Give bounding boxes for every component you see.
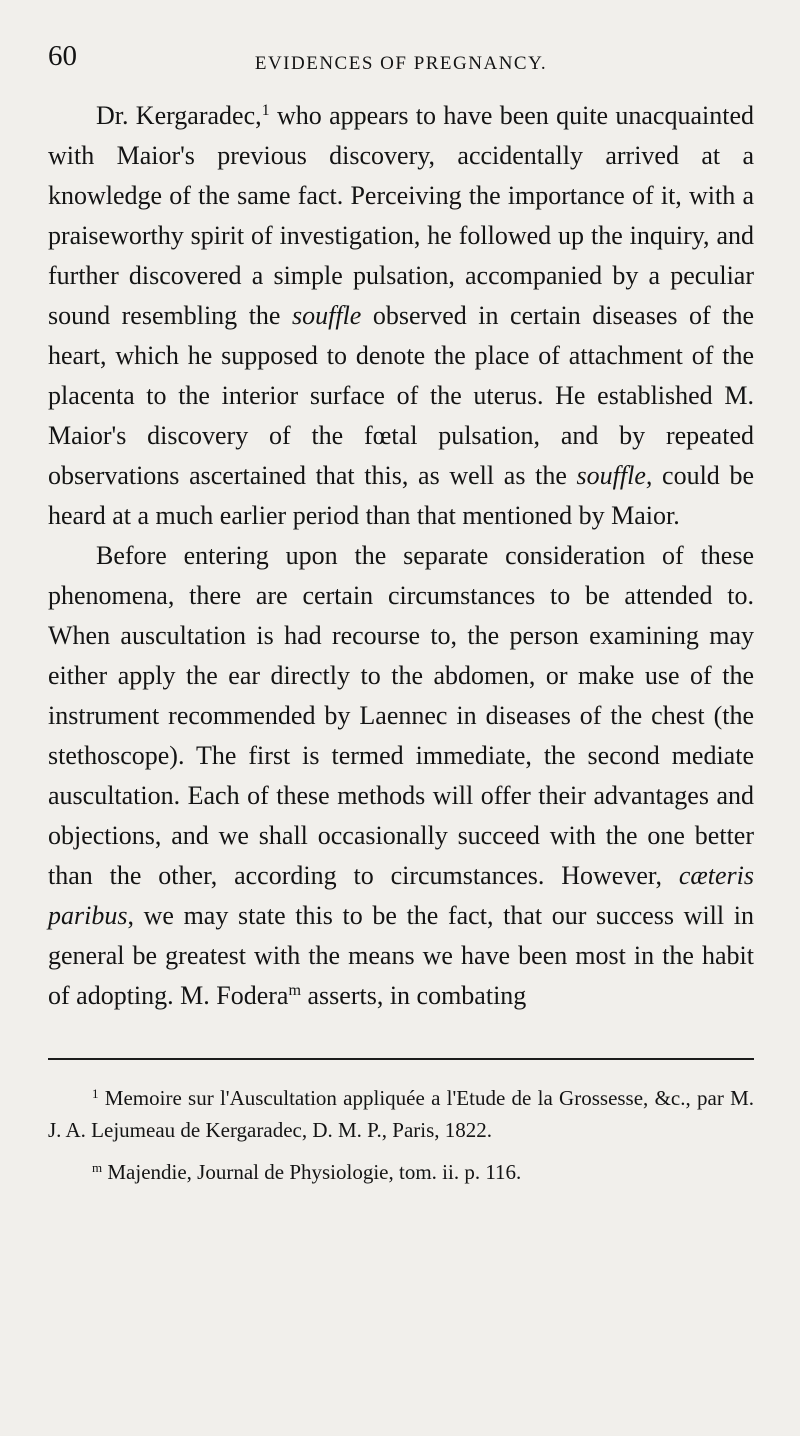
- body-text: [48, 96, 754, 1016]
- paragraph: [48, 536, 754, 1016]
- page-header: [48, 36, 754, 96]
- page-number: 60: [48, 40, 77, 72]
- footnotes: [48, 1082, 754, 1188]
- footnote-ref: m: [288, 982, 301, 1000]
- text-segment: who appears to have been quite unacquainted with Maior's previous discovery, accidentally arrived at a knowledge of the same fact. Perceiving the importance of it, with a praiseworthy spirit of investigation, he followed up the inquiry, and further discovered a simple pulsation, accompanied by a peculiar sound resembling the: [48, 101, 755, 330]
- paragraph: [48, 96, 754, 536]
- text-segment: Dr. Kergaradec,: [96, 101, 262, 130]
- footnote-ref: 1: [261, 102, 270, 120]
- italic-term: souffle: [292, 301, 362, 330]
- footnote-rule: [48, 1058, 754, 1060]
- text-segment: observed in certain diseases of the heart, which he supposed to denote the place of attachment of the placenta to the interior surface of the uterus. He established M. Maior's discovery of the fœtal pulsation, and by repeated observations ascertained that this, as well as the: [48, 301, 754, 490]
- footnote-marker: 1: [92, 1085, 99, 1101]
- running-title: EVIDENCES OF PREGNANCY.: [254, 53, 548, 74]
- footnote: [48, 1156, 754, 1188]
- text-segment: , we may state this to be the fact, that our success will in general be greatest with the means we have been most in the habit of adopting. M. Fodera: [48, 901, 754, 1010]
- italic-term: cæteris paribus: [48, 861, 754, 930]
- footnote-text: Majendie, Journal de Physiologie, tom. ii. p. 116.: [107, 1160, 522, 1184]
- text-segment: asserts, in combating: [301, 981, 527, 1010]
- footnote-marker: m: [92, 1159, 103, 1175]
- footnote-text: Memoire sur l'Auscultation appliquée a l'Etude de la Grossesse, &c., par M. J. A. Lejumeau de Kergaradec, D. M. P., Paris, 1822.: [48, 1086, 754, 1142]
- italic-term: souffle,: [576, 461, 653, 490]
- text-segment: could be heard at a much earlier period than that mentioned by Maior.: [48, 461, 754, 530]
- footnote: [48, 1082, 754, 1146]
- text-segment: Before entering upon the separate consideration of these phenomena, there are certain circumstances to be attended to. When auscultation is had recourse to, the person examining may either apply the ear directly to the abdomen, or make use of the instrument recommended by Laennec in diseases of the chest (the stethoscope). The first is termed immediate, the second mediate auscultation. Each of these methods will offer their advantages and objections, and we shall occasionally succeed with the one better than the other, according to circumstances. However,: [48, 541, 754, 890]
